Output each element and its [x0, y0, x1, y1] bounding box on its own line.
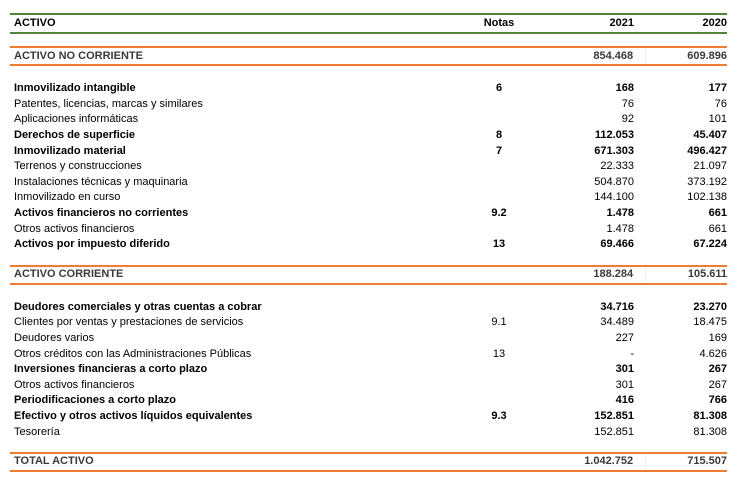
row-year1: 22.333	[600, 160, 634, 173]
row-label: Inmovilizado material	[14, 144, 126, 157]
row-year1: 301	[615, 363, 634, 376]
header-label: ACTIVO	[14, 17, 56, 29]
row-label: Otros activos financieros	[14, 222, 135, 235]
table-row	[10, 378, 727, 394]
table-row	[10, 206, 727, 222]
table-row	[10, 237, 727, 253]
row-year2: 661	[708, 207, 727, 220]
row-year2: 373.192	[687, 175, 727, 188]
section-label: ACTIVO NO CORRIENTE	[14, 49, 143, 62]
row-year1: -	[630, 347, 634, 360]
table-row	[10, 175, 727, 191]
row-notes: 9.3	[491, 409, 507, 422]
row-year1: 1.478	[606, 222, 634, 235]
row-year1: 112.053	[594, 129, 634, 142]
row-year2: 496.427	[687, 144, 727, 157]
row-year1: 34.716	[600, 300, 634, 313]
row-notes: 13	[492, 347, 506, 360]
section-non-current-assets	[10, 46, 727, 66]
current-assets-rows	[10, 300, 727, 440]
row-year2: 177	[708, 82, 727, 95]
row-year2: 81.308	[693, 409, 727, 422]
row-year1: 76	[621, 97, 634, 110]
row-year2: 18.475	[693, 316, 727, 329]
table-row	[10, 159, 727, 175]
row-year2: 267	[708, 378, 727, 391]
row-year1: 144.100	[594, 191, 634, 204]
row-year2: 21.097	[693, 160, 727, 173]
row-label: Inmovilizado en curso	[14, 191, 121, 204]
row-year2: 4.626	[699, 347, 727, 360]
row-year2: 766	[708, 394, 727, 407]
row-year1: 152.851	[594, 409, 634, 422]
row-year2: 81.308	[693, 425, 727, 438]
row-year1: 416	[615, 394, 634, 407]
table-row	[10, 81, 727, 97]
section-year2: 609.896	[687, 49, 728, 62]
row-year2: 661	[708, 222, 727, 235]
row-label: Inmovilizado intangible	[14, 82, 136, 95]
non-current-assets-rows	[10, 81, 727, 253]
row-year1: 1.478	[606, 207, 634, 220]
row-notes: 7	[495, 144, 503, 157]
table-row	[10, 346, 727, 362]
row-year2: 102.138	[687, 191, 727, 204]
table-row	[10, 97, 727, 113]
row-year2: 267	[708, 363, 727, 376]
table-row	[10, 112, 727, 128]
section-year1: 188.284	[554, 267, 646, 282]
row-label: Tesorería	[14, 425, 60, 438]
table-row	[10, 221, 727, 237]
table-row	[10, 409, 727, 425]
section-year1: 854.468	[554, 49, 646, 64]
row-label: Instalaciones técnicas y maquinaria	[14, 175, 188, 188]
section-current-assets	[10, 265, 727, 285]
table-row	[10, 190, 727, 206]
row-year1: 152.851	[594, 425, 634, 438]
balance-sheet-assets	[10, 13, 727, 472]
row-year2: 45.407	[693, 129, 727, 142]
table-row	[10, 300, 727, 316]
row-label: Otros activos financieros	[14, 378, 135, 391]
row-label: Clientes por ventas y prestaciones de servicios	[14, 316, 244, 329]
section-year2: 105.611	[687, 268, 728, 281]
table-row	[10, 424, 727, 440]
row-label: Activos financieros no corrientes	[14, 207, 189, 220]
row-label: Otros créditos con las Administraciones Públicas	[14, 347, 252, 360]
row-year1: 168	[615, 82, 634, 95]
row-label: Activos por impuesto diferido	[14, 238, 170, 251]
row-label: Deudores varios	[14, 332, 95, 345]
row-notes: 6	[495, 82, 503, 95]
row-year1: 92	[621, 113, 634, 126]
header-notes: Notas	[483, 17, 515, 29]
total-year2: 715.507	[687, 455, 728, 468]
table-row	[10, 362, 727, 378]
row-label: Inversiones financieras a corto plazo	[14, 363, 208, 376]
row-year2: 67.224	[693, 238, 727, 251]
total-label: TOTAL ACTIVO	[14, 455, 94, 468]
row-label: Derechos de superficie	[14, 129, 136, 142]
header-year-2021: 2021	[609, 17, 634, 29]
row-label: Terrenos y construcciones	[14, 160, 142, 173]
row-notes: 13	[492, 238, 506, 251]
table-row	[10, 143, 727, 159]
row-label: Aplicaciones informáticas	[14, 113, 139, 126]
table-row	[10, 315, 727, 331]
section-total-assets	[10, 452, 727, 472]
row-year1: 69.466	[600, 238, 634, 251]
row-year2: 23.270	[693, 300, 727, 313]
header-year-2020: 2020	[702, 17, 727, 29]
table-row	[10, 128, 727, 144]
row-label: Deudores comerciales y otras cuentas a cobrar	[14, 300, 262, 313]
total-year1: 1.042.752	[554, 454, 646, 469]
row-year2: 169	[708, 332, 727, 345]
row-year1: 34.489	[600, 316, 634, 329]
row-label: Patentes, licencias, marcas y similares	[14, 97, 203, 110]
section-label: ACTIVO CORRIENTE	[14, 268, 124, 281]
row-notes: 9.1	[491, 316, 507, 329]
row-year2: 76	[714, 97, 727, 110]
row-label: Periodificaciones a corto plazo	[14, 394, 176, 407]
table-row	[10, 331, 727, 347]
table-header	[10, 13, 727, 34]
table-row	[10, 393, 727, 409]
row-year2: 101	[708, 113, 727, 126]
row-notes: 8	[495, 129, 503, 142]
row-label: Efectivo y otros activos líquidos equivalentes	[14, 409, 253, 422]
row-year1: 504.870	[594, 175, 634, 188]
row-year1: 671.303	[594, 144, 634, 157]
row-notes: 9.2	[491, 207, 507, 220]
row-year1: 227	[615, 332, 634, 345]
row-year1: 301	[615, 378, 634, 391]
